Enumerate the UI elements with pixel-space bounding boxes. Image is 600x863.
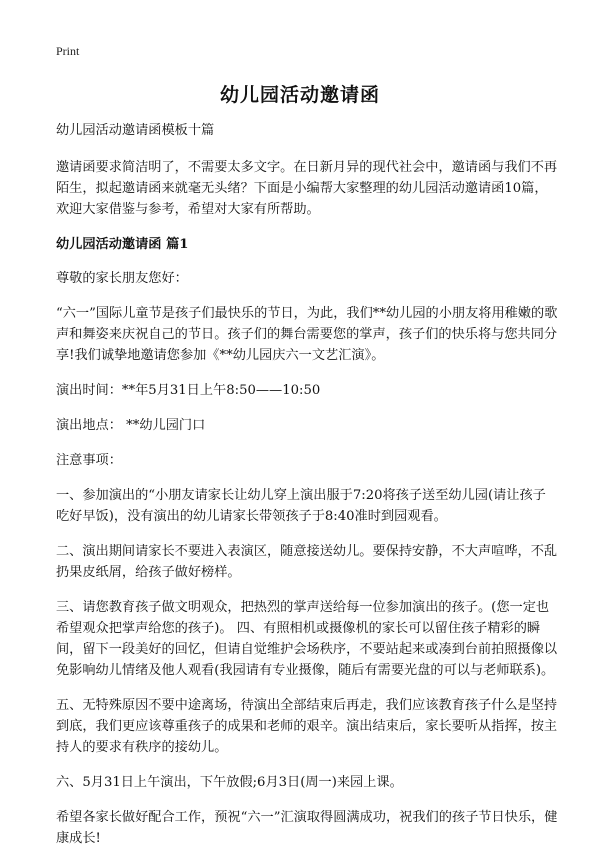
note-5: 五、无特殊原因不要中途离场，待演出全部结束后再走，我们应该教育孩子什么是坚持到底，我们更应该尊重孩子的成果和老师的艰辛。演出结束后，家长要听从指挥，按主持人的要求有秩序的接幼儿。 <box>56 698 558 755</box>
print-link[interactable]: Print <box>56 44 80 58</box>
document-subtitle: 幼儿园活动邀请函模板十篇 <box>56 123 215 138</box>
document-title: 幼儿园活动邀请函 <box>219 84 380 106</box>
note-2: 二、演出期间请家长不要进入表演区，随意接送幼儿。要保持安静，不大声喧哗，不乱扔果皮纸屑，给孩子做好榜样。 <box>56 544 558 580</box>
greeting: 尊敬的家长朋友您好： <box>56 271 188 286</box>
closing-paragraph: 希望各家长做好配合工作，预祝“六一”汇演取得圆满成功，祝我们的孩子节日快乐，健康成长! <box>56 810 558 846</box>
body-paragraph: “六一”国际儿童节是孩子们最快乐的节日，为此，我们**幼儿园的小朋友将用稚嫩的歌声和舞姿来庆祝自己的节日。孩子们的舞台需要您的掌声，孩子们的快乐将与您共同分享!我们诚挚地邀请您参加《**幼儿园庆六一文艺汇演》。 <box>56 306 558 363</box>
note-6: 六、5月31日上午演出，下午放假;6月3日(周一)来园上课。 <box>56 775 403 790</box>
document-body <box>56 120 558 863</box>
note-3: 三、请您教育孩子做文明观众，把热烈的掌声送给每一位参加演出的孩子。(您一定也希望观众把掌声给您的孩子)。 四、有照相机或摄像机的家长可以留住孩子精彩的瞬间，留下一段美好的回忆，但请自觉维护会场秩序，不要站起来或凑到台前拍照摄像以免影响幼儿情绪及他人观看(我园请有专业摄像，随后有需要光盘的可以与老师联系)。 <box>56 600 558 678</box>
performance-place: 演出地点： **幼儿园门口 <box>56 418 206 433</box>
notes-heading: 注意事项： <box>56 453 122 468</box>
note-1: 一、参加演出的“小朋友请家长让幼儿穿上演出服于7:20将孩子送至幼儿园(请让孩子吃好早饭)，没有演出的幼儿请家长带领孩子于8:40准时到园观看。 <box>56 488 546 524</box>
intro-paragraph: 邀请函要求简洁明了，不需要太多文字。在日新月异的现代社会中，邀请函与我们不再陌生，拟起邀请函来就毫无头绪？下面是小编帮大家整理的幼儿园活动邀请函10篇，欢迎大家借鉴与参考，希望对大家有所帮助。 <box>56 160 558 217</box>
section-heading: 幼儿园活动邀请函 篇1 <box>56 237 189 252</box>
performance-time: 演出时间：**年5月31日上午8:50——10:50 <box>56 383 321 398</box>
